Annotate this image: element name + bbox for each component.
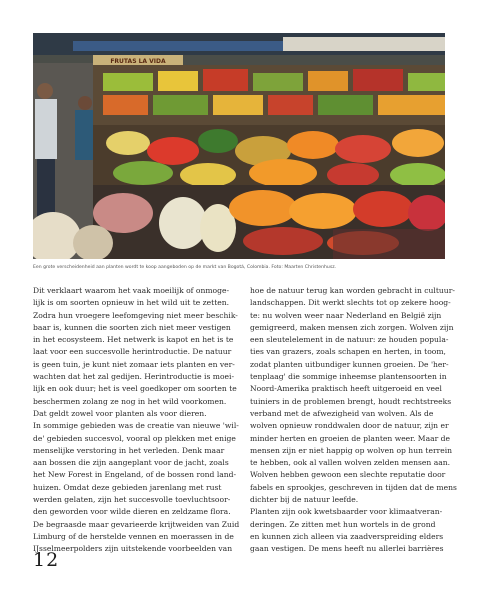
text-line: lijk en ook duur; het is veel goedkoper om soorten te [33,384,237,394]
text-line: mensen zijn er niet happig op wolven op hun terrein [250,445,453,455]
text-line: gemigreerd, maken mensen zich zorgen. Wolven zijn [250,322,454,332]
text-line: Noord-Amerika praktisch heeft uitgeroeid en veel [250,384,442,394]
text-line: gaan vestigen. De mens heeft nu allerlei barrières [250,544,444,554]
text-line: het New Forest in Engeland, of de bossen rond land- [33,470,237,480]
text-line: dichter bij de natuur leefde. [250,495,359,505]
text-line: Planten zijn ook kwetsbaarder voor klimaatveran- [250,507,443,517]
text-line: is geen tuin, je kunt niet zomaar iets planten en ver- [33,359,235,369]
text-line: huizen. Omdat deze gebieden jarenlang met rust [33,482,222,492]
text-line: tuiniers in de problemen brengt, houdt rechtstreeks [250,396,452,406]
text-line: Dit verklaart waarom het vaak moeilijk of onmoge- [33,286,230,295]
text-line: De begraasde maar gevarieerde krijtweiden van Zuid [33,519,240,529]
body-column-right [250,285,455,556]
text-line: Dat geldt zowel voor planten als voor dieren. [33,408,207,418]
text-line: fabels en sprookjes, geschreven in tijden dat de mens [250,482,457,492]
text-line: wolven opnieuw ronddwalen door de natuur, zijn er [250,421,449,431]
text-line: landschappen. Dit werkt slechts tot op zekere hoog- [250,298,451,308]
text-line: lijk is om soorten opnieuw in het wild uit te zetten. [33,298,230,308]
photo-caption: Een grote verscheidenheid aan planten wordt te koop aangeboden op de markt van Bogotá, Colombia. Foto: Maarten Christenhusz. [33,265,337,270]
body-column-left [33,285,238,556]
text-line: minder herten en groeien de planten weer. Maar de [250,433,451,443]
market-photo [33,33,445,259]
text-line: hoe de natuur terug kan worden gebracht in cultuur- [250,286,455,295]
text-line: baar is, kunnen die soorten zich niet meer vestigen [33,322,231,332]
text-line: Zodra hun vroegere leefomgeving niet meer beschik- [33,310,238,320]
text-line: werden gelaten, zijn het succesvolle toevluchtsoor- [33,495,231,505]
text-line: aan bossen die zijn aangeplant voor de jacht, zoals [33,458,229,468]
text-line: wachten dat het zal gedijen. Herintroductie is moei- [33,372,235,382]
text-line: Limburg of de herstelde vennen en moerassen in de [33,531,234,541]
text-line: In sommige gebieden was de creatie van nieuwe 'wil- [33,421,239,431]
text-line: en kunnen zich alleen via zaadverspreiding elders [250,531,444,541]
text-line: laat voor een succesvolle herintroductie. De natuur [33,347,232,357]
stall-sign-text: FRUTAS LA VIDA [110,58,166,65]
text-line: IJsselmeerpolders zijn uitstekende voorbeelden van [33,544,233,554]
text-line: Wolven hebben gewoon een slechte reputatie door [250,470,446,480]
text-line: menselijke verstoring in het verleden. Denk maar [33,445,225,455]
text-line: beschermen zolang ze nog in het wild voorkomen. [33,396,227,406]
text-line: verband met de afwezigheid van wolven. Als de [250,408,434,418]
text-line: den geworden voor wilde dieren en zeldzame flora. [33,507,231,517]
text-line: ties van grazers, zoals schapen en herten, in toom, [250,347,446,357]
text-line: tenplaag' die sommige inheemse plantensoorten in [250,372,447,382]
text-line: een sleutelelement in de natuur: ze houden popula- [250,335,449,345]
text-line: zodat planten uitbundiger kunnen groeien. De 'her- [250,359,449,369]
text-line: in het ecosysteem. Het netwerk is kapot en het is te [33,335,234,345]
market-photo-illustration [33,33,445,259]
text-line: deringen. Ze zitten met hun wortels in de grond [250,519,436,529]
page-number: 12 [33,549,60,571]
text-line: te: nu wolven weer naar Nederland en België zijn [250,310,442,320]
text-line: de' gebieden succesvol, vooral op plekken met enige [33,433,236,443]
text-line: te hebben, ook al vallen wolven zelden mensen aan. [250,458,451,468]
